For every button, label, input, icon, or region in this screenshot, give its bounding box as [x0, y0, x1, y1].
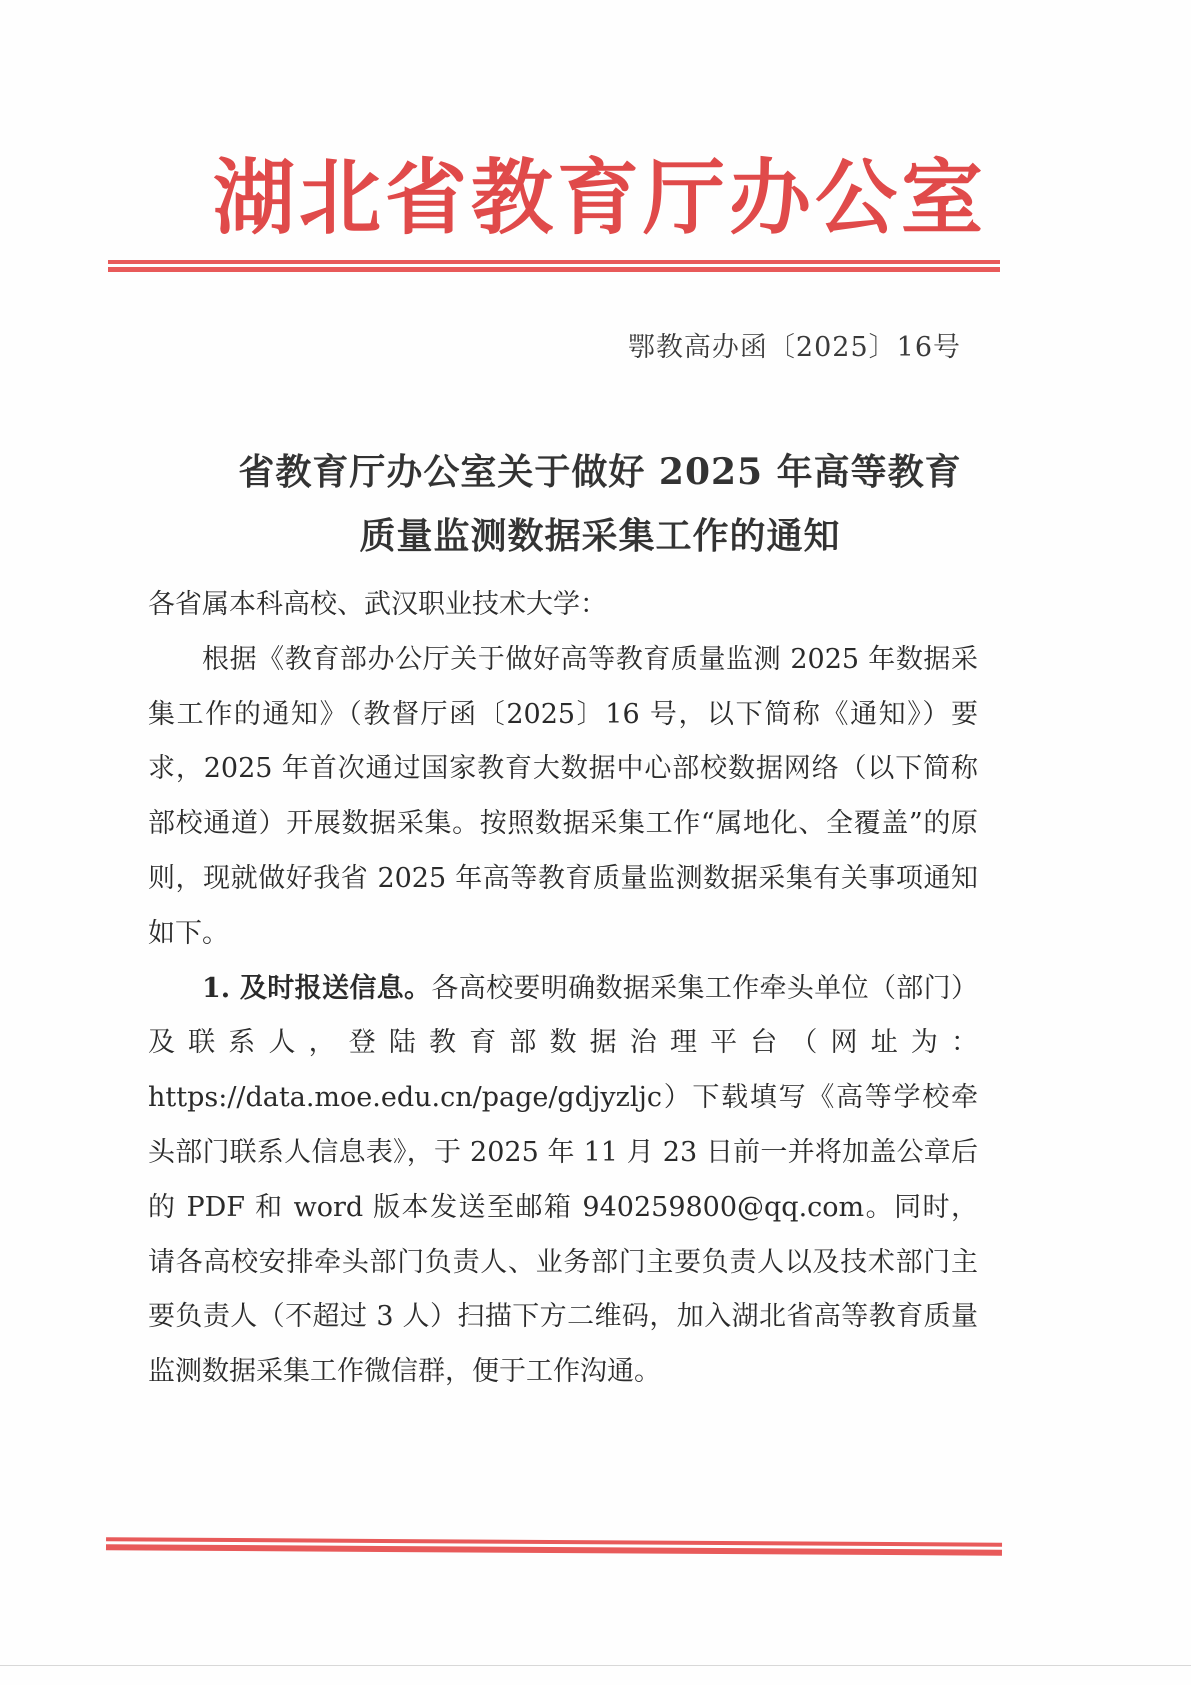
rule-line-lower [108, 267, 1000, 272]
rule-line-lower [106, 1544, 1002, 1555]
title-line-1: 省教育厅办公室关于做好 2025 年高等教育 [238, 451, 962, 493]
footer-red-rule [106, 1537, 1002, 1558]
scan-edge-line [0, 1665, 1191, 1666]
masthead-title: 湖北省教育厅办公室 [212, 150, 987, 246]
item-1-text: 各高校要明确数据采集工作牵头单位（部门）及联系人，登陆教育部数据治理平台（网址为：https://data.moe.edu.cn/page/gdjyzljc）下载填写《高等学校牵头部门联系人信息表》，于 2025 年 11 月 23 日前一并将加盖公章后的 PDF 和 word 版本发送至邮箱 940259800@qq.com。同时，请各高校安排牵头部门负责人、业务部门主要负责人以及技术部门主要负责人（不超过 3 人）扫描下方二维码，加入湖北省高等教育质量监测数据采集工作微信群，便于工作沟通。 [148, 972, 978, 1388]
paragraph-intro: 根据《教育部办公厅关于做好高等教育质量监测 2025 年数据采集工作的通知》（教督厅函〔2025〕16 号，以下简称《通知》）要求，2025 年首次通过国家教育大数据中心部校数据网络（以下简称部校通道）开展数据采集。按照数据采集工作“属地化、全覆盖”的原则，现就做好我省 2025 年高等教育质量监测数据采集有关事项通知如下。 [148, 643, 978, 949]
rule-line-upper [108, 260, 1000, 264]
document-title [100, 440, 1100, 568]
paragraph-item-1 [148, 962, 978, 1400]
header-red-rule [108, 260, 1000, 274]
salutation: 各省属本科高校、武汉职业技术大学： [148, 589, 607, 620]
document-body [148, 578, 978, 1400]
title-line-2: 质量监测数据采集工作的通知 [359, 515, 841, 557]
document-number: 鄂教高办函〔2025〕16号 [627, 332, 961, 363]
item-1-heading: 1. 及时报送信息。 [202, 972, 432, 1004]
